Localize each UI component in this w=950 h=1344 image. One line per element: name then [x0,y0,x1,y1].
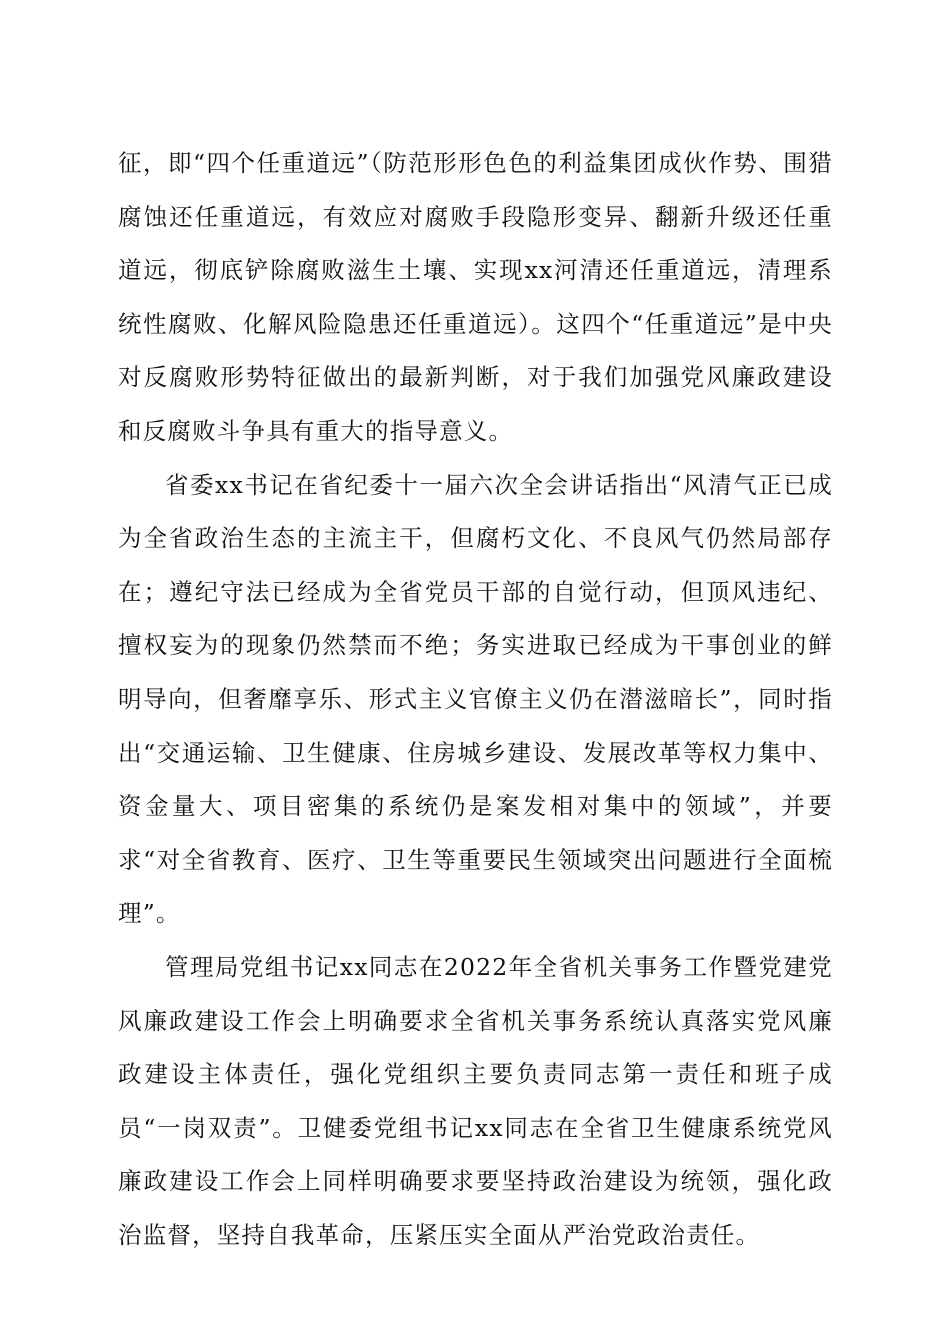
document-body [118,137,833,1262]
paragraph-provincial-secretary: 省委xx书记在省纪委十一届六次全会讲话指出“风清气正已成为全省政治生态的主流主干，但腐朽文化、不良风气仍然局部存在；遵纪守法已经成为全省党员干部的自觉行动，但顶风违纪、擅权妄为的现象仍然禁而不绝；务实进取已经成为干事创业的鲜明导向，但奢靡享乐、形式主义官僚主义仍在潜滋暗长”，同时指出“交通运输、卫生健康、住房城乡建设、发展改革等权力集中、资金量大、项目密集的系统仍是案发相对集中的领域”，并要求“对全省教育、医疗、卫生等重要民生领域突出问题进行全面梳理”。 [118,470,833,928]
paragraph-continuation: 征，即“四个任重道远”（防范形形色色的利益集团成伙作势、围猎腐蚀还任重道远，有效应对腐败手段隐形变异、翻新升级还任重道远，彻底铲除腐败滋生土壤、实现xx河清还任重道远，清理系统性腐败、化解风险隐患还任重道远）。这四个“任重道远”是中央对反腐败形势特征做出的最新判断，对于我们加强党风廉政建设和反腐败斗争具有重大的指导意义。 [118,149,833,445]
paragraph-bureau-secretary: 管理局党组书记xx同志在2022年全省机关事务工作暨党建党风廉政建设工作会上明确要求全省机关事务系统认真落实党风廉政建设主体责任，强化党组织主要负责同志第一责任和班子成员“一岗双责”。卫健委党组书记xx同志在全省卫生健康系统党风廉政建设工作会上同样明确要求要坚持政治建设为统领，强化政治监督，坚持自我革命，压紧压实全面从严治党政治责任。 [118,952,833,1249]
